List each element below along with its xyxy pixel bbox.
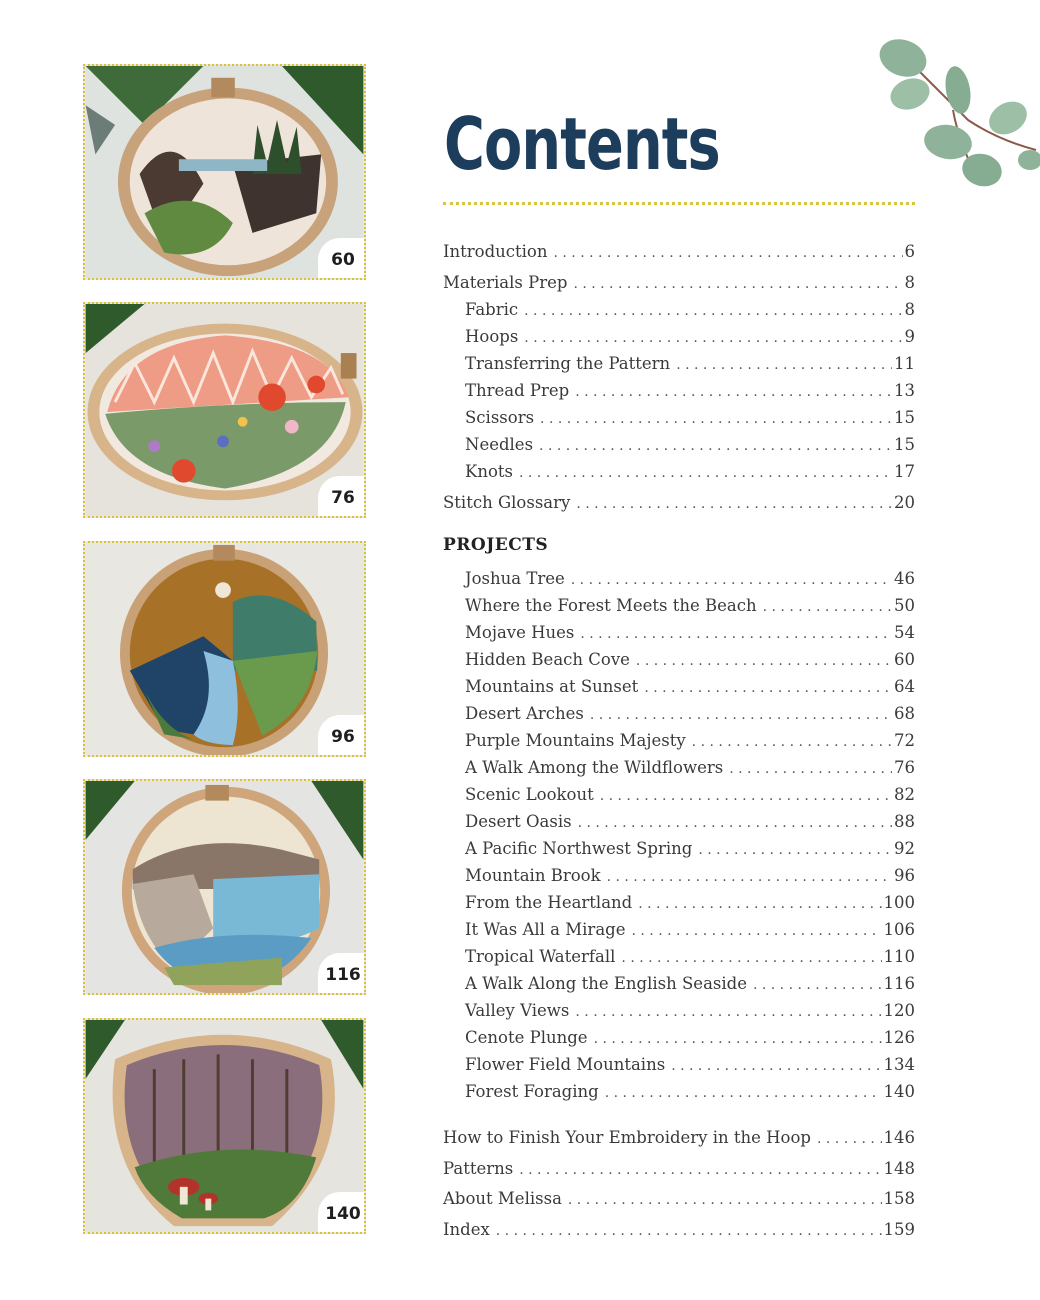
toc-entry-page: 146 [883, 1128, 915, 1147]
dot-leader [632, 918, 882, 944]
toc-project-entry[interactable] [465, 566, 915, 592]
toc-entry-page: 68 [894, 704, 915, 723]
dot-leader [519, 1157, 881, 1183]
toc-entry-label: It Was All a Mirage [465, 920, 626, 939]
toc-project-entry[interactable] [465, 809, 915, 835]
toc-entry-page: 15 [894, 408, 915, 427]
toc-entry-label: Transferring the Pattern [465, 354, 671, 373]
dot-leader [539, 433, 892, 459]
toc-entry-page: 8 [904, 300, 915, 319]
dot-leader [590, 702, 892, 728]
toc-entry-label: From the Heartland [465, 893, 633, 912]
toc-project-entry[interactable] [465, 620, 915, 646]
toc-project-entry[interactable] [465, 944, 915, 970]
toc-entry-label: Where the Forest Meets the Beach [465, 596, 757, 615]
toc-project-entry[interactable] [465, 1079, 915, 1105]
photo-page-number: 140 [318, 1192, 364, 1232]
toc-entry-label: Desert Arches [465, 704, 584, 723]
photo-page-number: 96 [318, 715, 364, 755]
toc-entry-label: Scenic Lookout [465, 785, 594, 804]
toc-entry-label: Desert Oasis [465, 812, 572, 831]
toc-entry-page: 76 [894, 758, 915, 777]
toc-entry-label: Forest Foraging [465, 1082, 599, 1101]
dot-leader [698, 837, 892, 863]
dot-leader [621, 945, 881, 971]
toc-entry-label: Hidden Beach Cove [465, 650, 630, 669]
toc-entry-label: Materials Prep [443, 273, 568, 292]
dot-leader [554, 240, 903, 266]
toc-entry-page: 106 [883, 920, 915, 939]
toc-entry-page: 120 [883, 1001, 915, 1020]
toc-entry-label: Purple Mountains Majesty [465, 731, 686, 750]
toc-entry-label: Flower Field Mountains [465, 1055, 666, 1074]
toc-entry-page: 72 [894, 731, 915, 750]
toc-entry-label: Mountains at Sunset [465, 677, 639, 696]
toc-subentry[interactable] [465, 378, 915, 404]
toc-entry-label: Valley Views [465, 1001, 570, 1020]
toc-entry[interactable] [443, 1156, 915, 1182]
toc-entry-page: 96 [894, 866, 915, 885]
toc-project-entry[interactable] [465, 755, 915, 781]
toc-entry-label: A Pacific Northwest Spring [465, 839, 693, 858]
toc-entry-page: 46 [894, 569, 915, 588]
toc-entry[interactable] [443, 490, 915, 516]
toc-entry-label: About Melissa [443, 1189, 562, 1208]
toc-entry-page: 60 [894, 650, 915, 669]
toc-entry-label: Index [443, 1220, 490, 1239]
dot-leader [644, 675, 892, 701]
toc-entry[interactable] [443, 1186, 915, 1212]
dot-leader [638, 891, 881, 917]
photo-page-number: 116 [318, 953, 364, 993]
toc-project-entry[interactable] [465, 593, 915, 619]
toc-project-entry[interactable] [465, 1025, 915, 1051]
dot-leader [519, 460, 892, 486]
toc-entry-page: 92 [894, 839, 915, 858]
toc-subentry[interactable] [465, 459, 915, 485]
toc-entry-page: 134 [883, 1055, 915, 1074]
toc-project-entry[interactable] [465, 1052, 915, 1078]
dot-leader [580, 621, 892, 647]
toc-entry[interactable] [443, 270, 915, 296]
toc-entry-page: 148 [883, 1159, 915, 1178]
dot-leader [763, 594, 892, 620]
title-divider [443, 202, 915, 205]
dot-leader [575, 379, 892, 405]
toc-entry-label: Stitch Glossary [443, 493, 571, 512]
toc-project-entry[interactable] [465, 890, 915, 916]
toc-entry-label: Fabric [465, 300, 519, 319]
dot-leader [600, 783, 892, 809]
toc-entry-label: Joshua Tree [465, 569, 565, 588]
toc-subentry[interactable] [465, 432, 915, 458]
toc-entry-page: 140 [883, 1082, 915, 1101]
toc-entry-label: How to Finish Your Embroidery in the Hoop [443, 1128, 811, 1147]
toc-entry-label: Introduction [443, 242, 548, 261]
toc-entry-page: 20 [894, 493, 915, 512]
toc-entry-page: 158 [883, 1189, 915, 1208]
toc-entry-page: 100 [883, 893, 915, 912]
toc-project-entry[interactable] [465, 647, 915, 673]
toc-entry[interactable] [443, 1125, 915, 1151]
toc-project-entry[interactable] [465, 998, 915, 1024]
toc-entry-page: 64 [894, 677, 915, 696]
toc-entry-label: Patterns [443, 1159, 514, 1178]
toc-project-entry[interactable] [465, 971, 915, 997]
dot-leader [671, 1053, 881, 1079]
dot-leader [753, 972, 882, 998]
dot-leader [524, 325, 902, 351]
projects-heading: PROJECTS [443, 535, 549, 555]
toc-entry-label: Mojave Hues [465, 623, 575, 642]
toc-entry-page: 82 [894, 785, 915, 804]
dot-leader [573, 271, 902, 297]
dot-leader [578, 810, 892, 836]
toc-entry-page: 8 [904, 273, 915, 292]
toc-project-entry[interactable] [465, 782, 915, 808]
dot-leader [540, 406, 892, 432]
toc-entry-page: 54 [894, 623, 915, 642]
dot-leader [729, 756, 892, 782]
toc-entry-label: Tropical Waterfall [465, 947, 616, 966]
dot-leader [817, 1126, 882, 1152]
toc-entry-page: 159 [883, 1220, 915, 1239]
photo-page-number: 76 [318, 476, 364, 516]
toc-entry[interactable] [443, 1217, 915, 1243]
dot-leader [576, 491, 892, 517]
dot-leader [605, 1080, 882, 1106]
toc-entry-label: Needles [465, 435, 534, 454]
toc-entry-page: 88 [894, 812, 915, 831]
page-title: Contents [444, 102, 720, 186]
toc-entry-page: 17 [894, 462, 915, 481]
toc-entry-page: 11 [894, 354, 915, 373]
photo-hidden-beach-cove [83, 64, 366, 280]
toc-entry-page: 6 [904, 242, 915, 261]
toc-entry-page: 13 [894, 381, 915, 400]
toc-project-entry[interactable] [465, 836, 915, 862]
toc-project-entry[interactable] [465, 917, 915, 943]
photo-wildflowers [83, 302, 366, 518]
toc-entry-label: Hoops [465, 327, 519, 346]
toc-entry-label: Thread Prep [465, 381, 570, 400]
toc-entry-label: A Walk Along the English Seaside [465, 974, 747, 993]
photo-page-number: 60 [318, 238, 364, 278]
dot-leader [676, 352, 892, 378]
dot-leader [568, 1187, 882, 1213]
toc-project-entry[interactable] [465, 701, 915, 727]
toc-entry-page: 15 [894, 435, 915, 454]
dot-leader [571, 567, 892, 593]
toc-project-entry[interactable] [465, 728, 915, 754]
toc-entry-label: Cenote Plunge [465, 1028, 588, 1047]
toc-entry[interactable] [443, 239, 915, 265]
toc-entry-page: 116 [883, 974, 915, 993]
toc-subentry[interactable] [465, 351, 915, 377]
toc-entry-page: 110 [883, 947, 915, 966]
dot-leader [575, 999, 881, 1025]
dot-leader [594, 1026, 882, 1052]
toc-entry-page: 50 [894, 596, 915, 615]
toc-entry-label: Knots [465, 462, 513, 481]
dot-leader [692, 729, 892, 755]
photo-forest-foraging [83, 1018, 366, 1234]
toc-subentry[interactable] [465, 297, 915, 323]
photo-english-seaside [83, 779, 366, 995]
toc-entry-page: 9 [904, 327, 915, 346]
toc-entry-label: Scissors [465, 408, 535, 427]
dot-leader [607, 864, 892, 890]
dot-leader [524, 298, 902, 324]
toc-entry-page: 126 [883, 1028, 915, 1047]
toc-subentry[interactable] [465, 324, 915, 350]
photo-mountain-brook [83, 541, 366, 757]
dot-leader [636, 648, 892, 674]
dot-leader [496, 1218, 882, 1244]
toc-subentry[interactable] [465, 405, 915, 431]
toc-entry-label: Mountain Brook [465, 866, 601, 885]
eucalyptus-leaves-decoration [858, 30, 1040, 200]
toc-project-entry[interactable] [465, 674, 915, 700]
toc-project-entry[interactable] [465, 863, 915, 889]
toc-entry-label: A Walk Among the Wildflowers [465, 758, 724, 777]
